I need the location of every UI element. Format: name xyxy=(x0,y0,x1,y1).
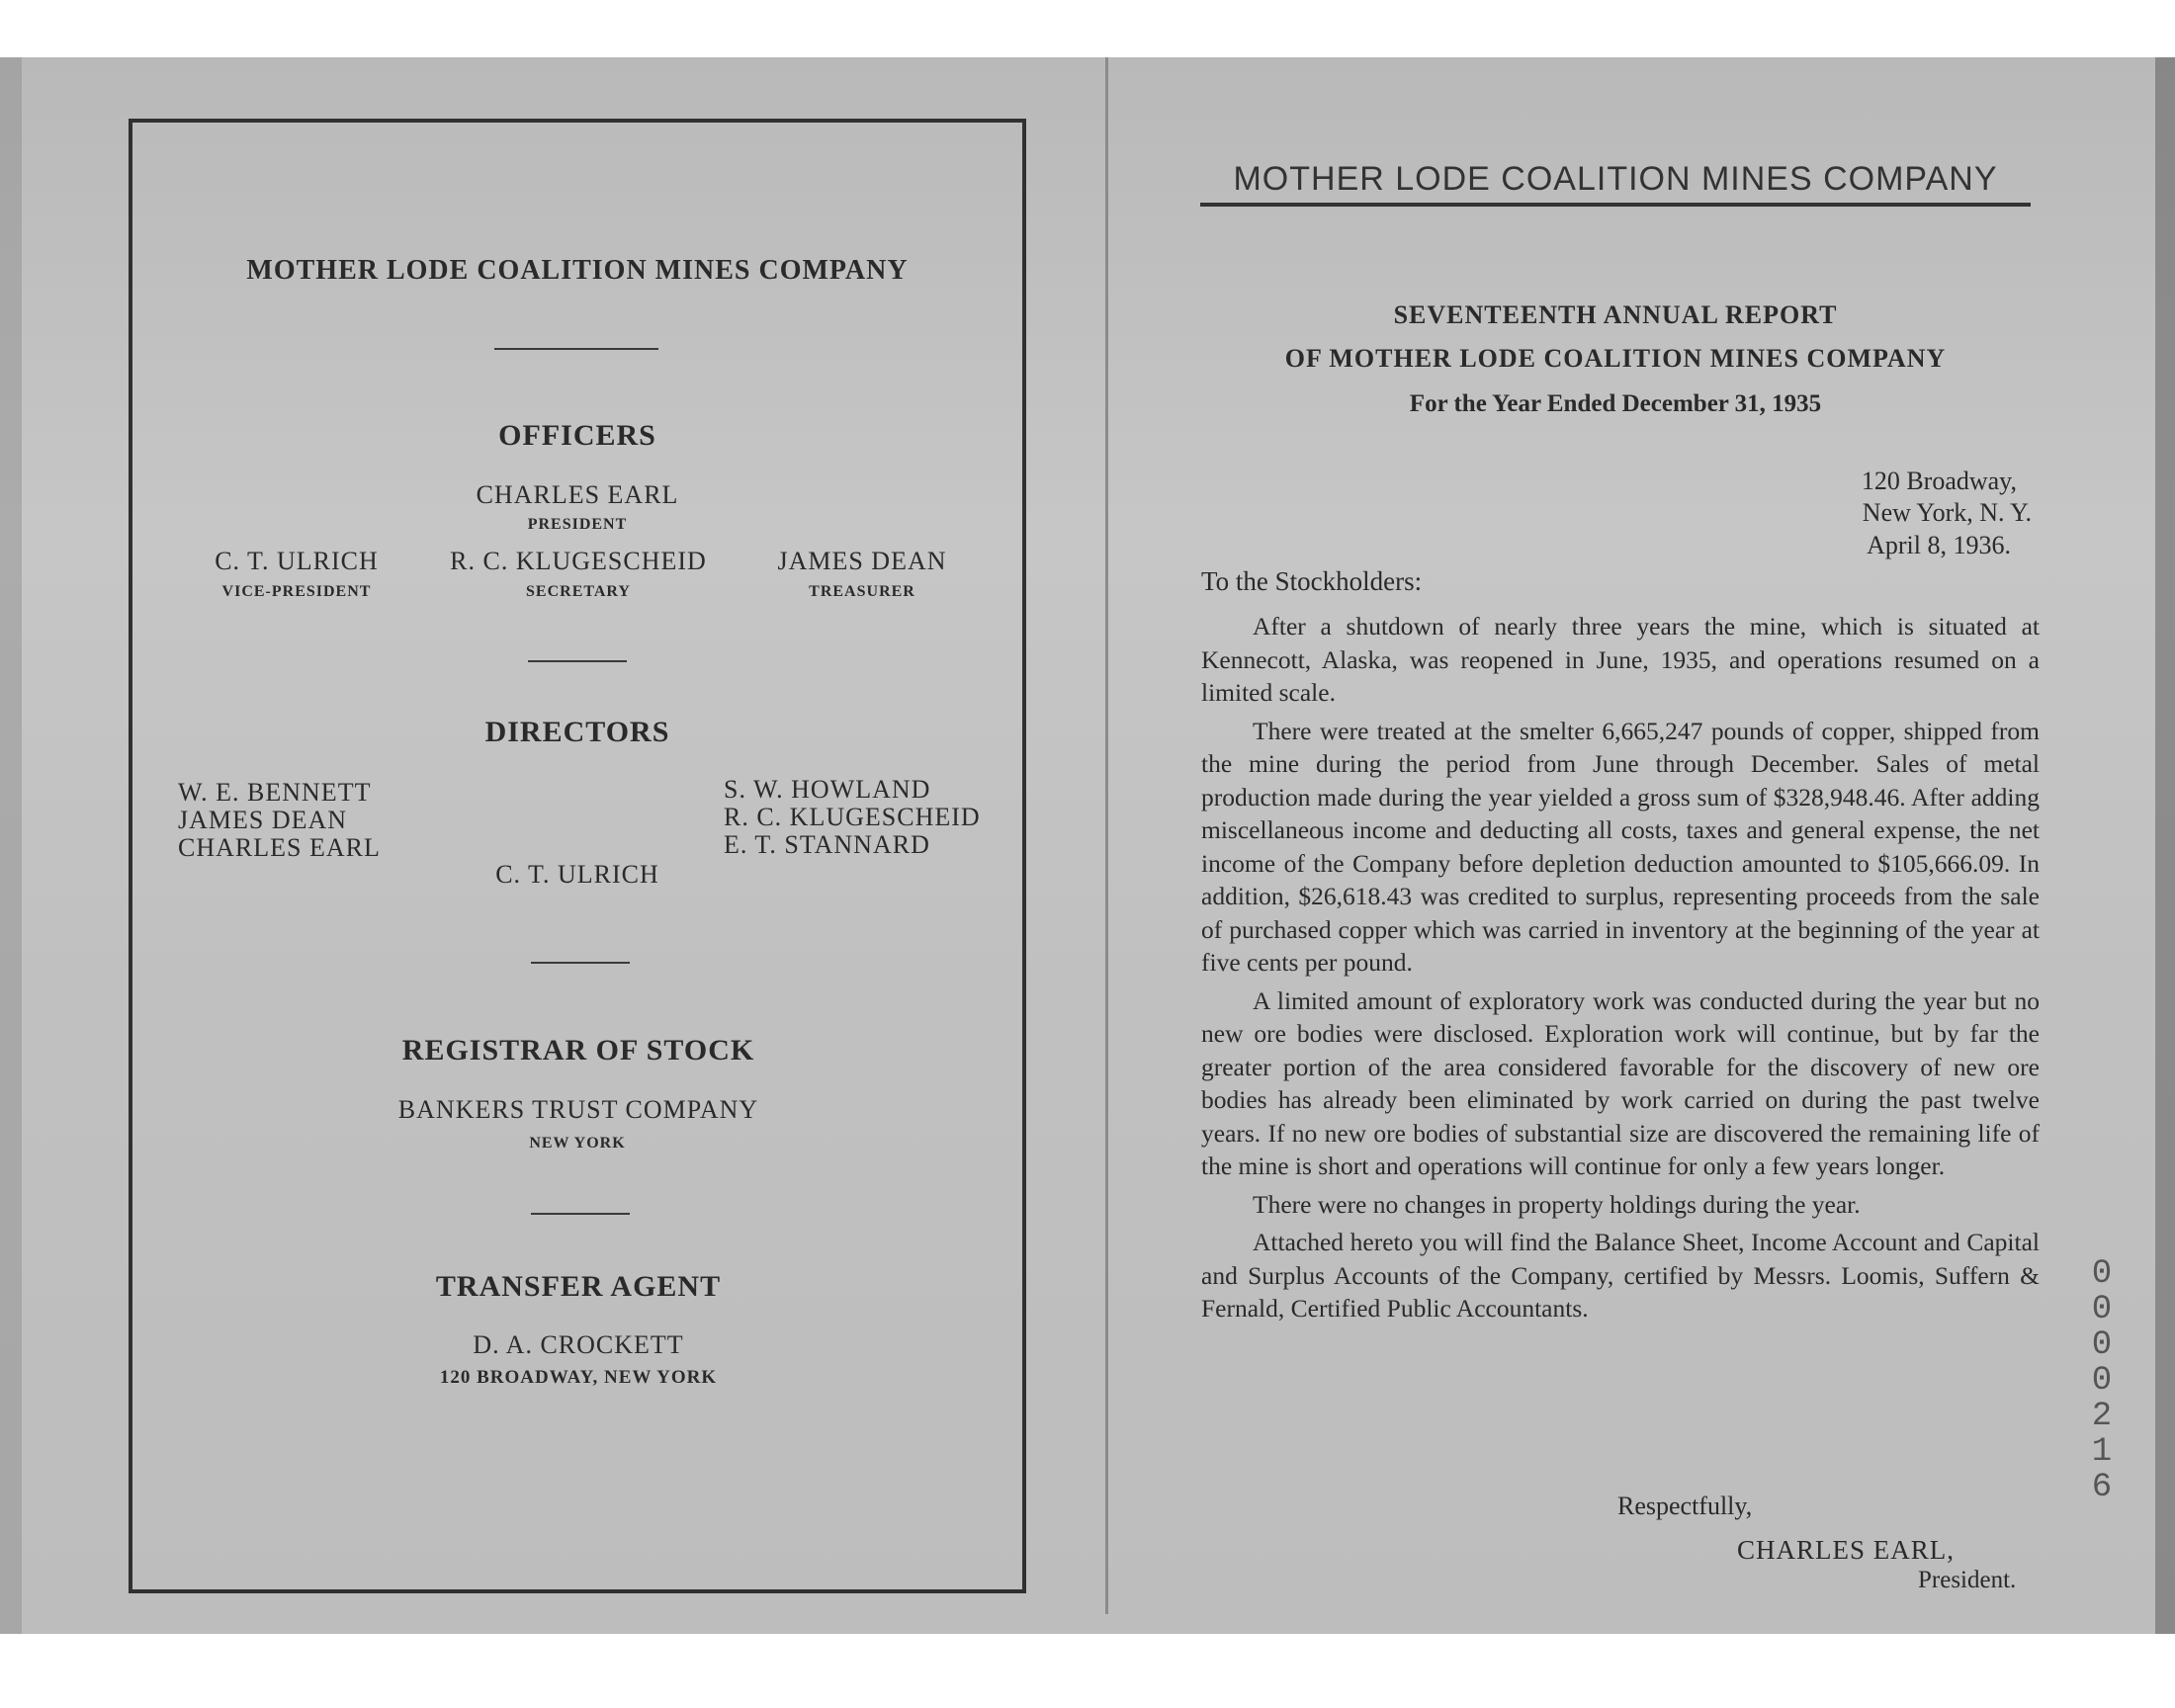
right-company-name: MOTHER LODE COALITION MINES COMPANY xyxy=(1233,160,1998,198)
registrar-heading: REGISTRAR OF STOCK xyxy=(401,1034,755,1067)
body-paragraph: Attached hereto you will find the Balance Sheet, Income Account and Capital and Surplus Accounts of the Company, certified by Messrs. Loomis, Suffern & Fernald, Certified Public Accountants. xyxy=(1201,1228,2040,1323)
letter-date: April 8, 1936. xyxy=(1867,531,2011,559)
director-name: W. E. BENNETT xyxy=(178,778,372,807)
director-name: E. T. STANNARD xyxy=(724,830,930,859)
signature-name: CHARLES EARL, xyxy=(1737,1535,1956,1565)
vice-president-name: C. T. ULRICH xyxy=(215,547,379,575)
directors-right-column xyxy=(724,776,981,859)
body-paragraph: There were no changes in property holdings during the year. xyxy=(1253,1189,1861,1219)
transfer-agent-name: D. A. CROCKETT xyxy=(473,1330,684,1359)
director-name: S. W. HOWLAND xyxy=(724,775,931,804)
divider xyxy=(531,962,630,964)
registrar-city: NEW YORK xyxy=(529,1135,626,1152)
director-name: R. C. KLUGESCHEID xyxy=(724,803,981,831)
address-city: New York, N. Y. xyxy=(1862,498,2032,527)
closing: Respectfully, xyxy=(1617,1492,1753,1520)
treasurer-title: TREASURER xyxy=(809,583,915,600)
signature-title: President. xyxy=(1918,1567,2017,1593)
director-name: CHARLES EARL xyxy=(178,833,381,862)
body-paragraph: A limited amount of exploratory work was conducted during the year but no new ore bodies were disclosed. Exploration work will continue, but by far the greater portion of the area considered favorable for the discovery of new ore bodies has already been eliminated by work carried on during the past twelve years. If no new ore bodies of substantial size are discovered the remaining life of the mine is short and operations will continue for only a few years longer. xyxy=(1201,985,2040,1180)
registrar-name: BANKERS TRUST COMPANY xyxy=(397,1095,759,1124)
divider xyxy=(528,660,627,662)
report-title-line2: OF MOTHER LODE COALITION MINES COMPANY xyxy=(1284,344,1947,373)
sheet-right-edge xyxy=(2155,57,2175,1634)
page-fold xyxy=(1105,57,1108,1614)
directors-left-column xyxy=(178,779,381,862)
secretary-name: R. C. KLUGESCHEID xyxy=(450,547,707,575)
transfer-agent-address: 120 BROADWAY, NEW YORK xyxy=(439,1367,718,1388)
president-title: PRESIDENT xyxy=(527,516,628,533)
transfer-agent-heading: TRANSFER AGENT xyxy=(435,1270,722,1303)
sheet-left-edge xyxy=(0,57,22,1634)
company-underline xyxy=(1200,203,2031,207)
letter-body xyxy=(1201,610,2040,1330)
officers-heading: OFFICERS xyxy=(498,419,656,452)
page-stamp-number: 0000216 xyxy=(2083,1255,2121,1504)
director-center-name: C. T. ULRICH xyxy=(495,860,659,889)
divider xyxy=(494,348,658,350)
secretary-title: SECRETARY xyxy=(526,583,631,600)
report-title-line1: SEVENTEENTH ANNUAL REPORT xyxy=(1393,300,1838,329)
report-period: For the Year Ended December 31, 1935 xyxy=(1409,390,1822,417)
vice-president-title: VICE-PRESIDENT xyxy=(221,583,372,600)
body-paragraph: There were treated at the smelter 6,665,247 pounds of copper, shipped from the mine during the period from June through December. Sales of metal production made during the year yielded a gross sum of $328,948.46. After adding miscellaneous income and deducting all costs, taxes and general expense, the net income of the Company before depletion deduction amounted to $105,666.09. In addition, $26,618.43 was credited to surplus, representing proceeds from the sale of purchased copper which was carried in inventory at the beginning of the year at five cents per pound. xyxy=(1201,716,2040,977)
salutation: To the Stockholders: xyxy=(1201,566,1423,596)
divider xyxy=(531,1213,630,1215)
address-street: 120 Broadway, xyxy=(1861,467,2017,495)
treasurer-name: JAMES DEAN xyxy=(777,547,947,575)
left-company-name: MOTHER LODE COALITION MINES COMPANY xyxy=(246,255,909,286)
president-name: CHARLES EARL xyxy=(476,480,679,509)
directors-heading: DIRECTORS xyxy=(484,716,670,748)
director-name: JAMES DEAN xyxy=(178,806,348,834)
body-paragraph: After a shutdown of nearly three years the mine, which is situated at Kennecott, Alaska, was reopened in June, 1935, and operations resumed on a limited scale. xyxy=(1201,612,2040,707)
